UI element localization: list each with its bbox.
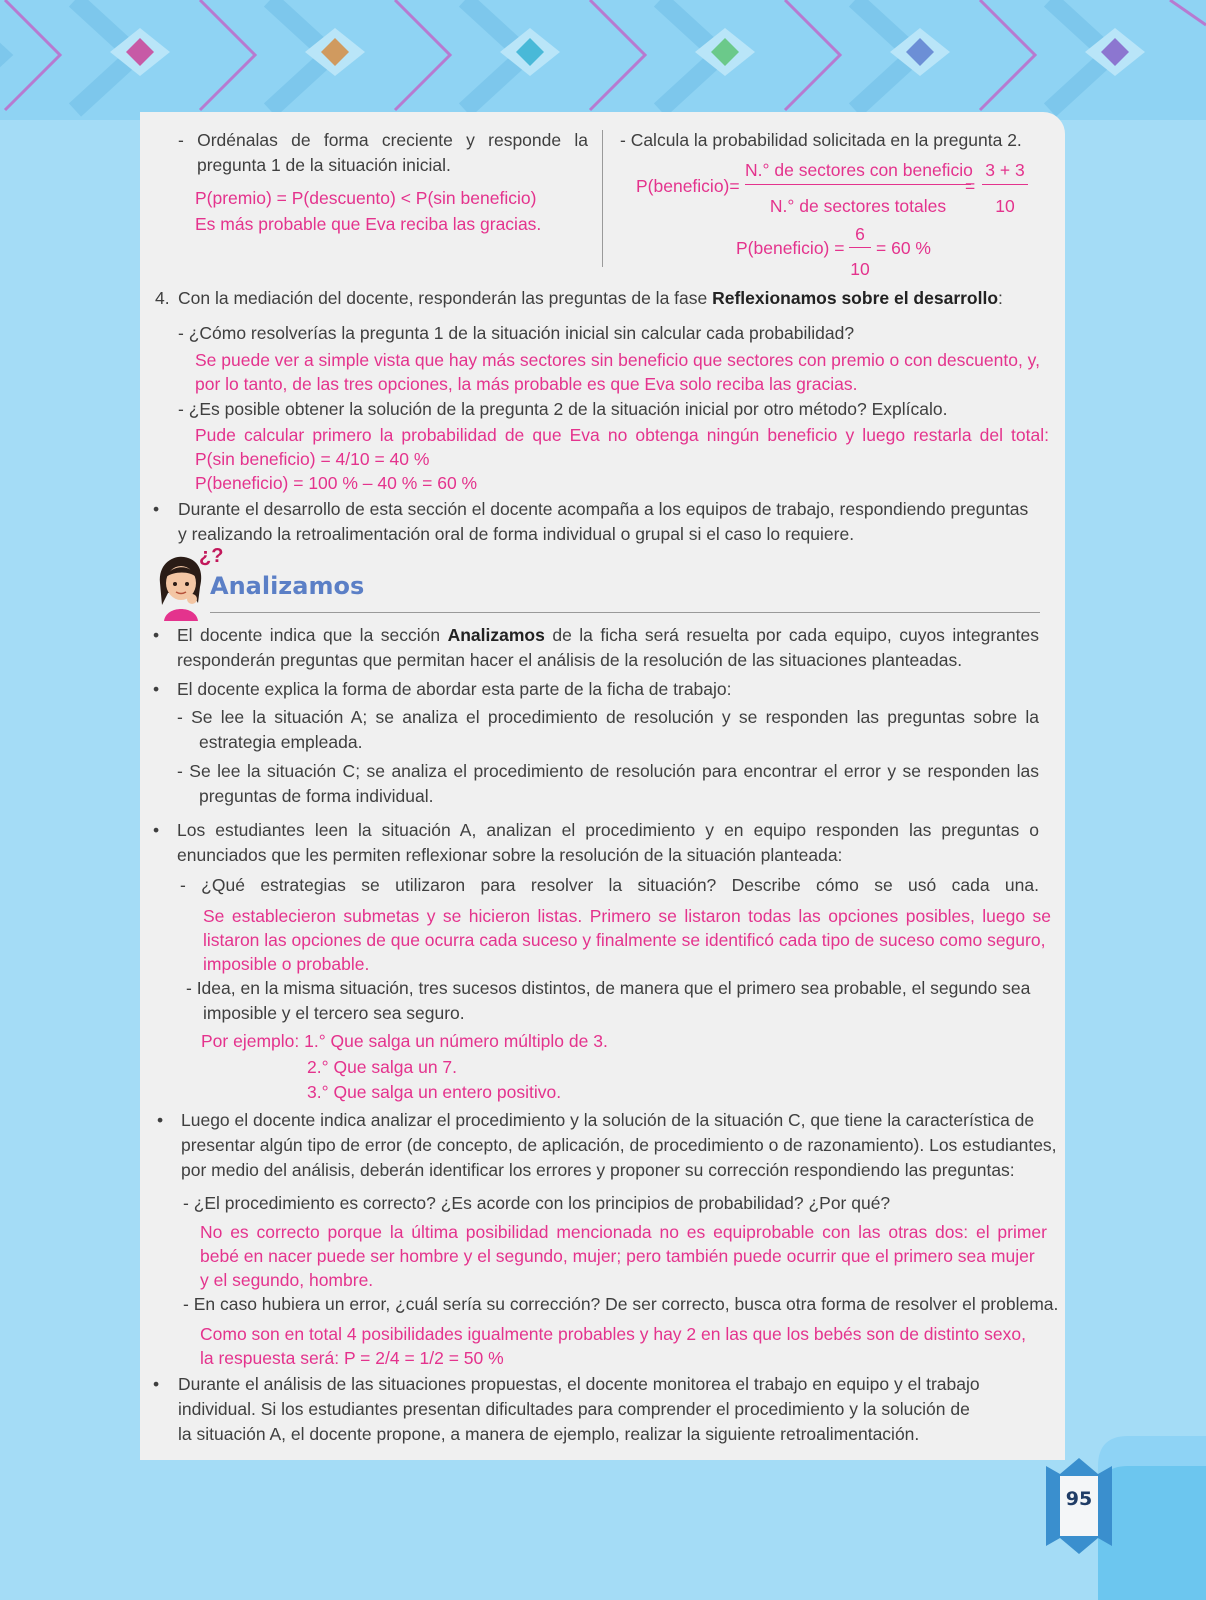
- right-col-line1: - Calcula la probabilidad solicitada en la pregunta 2.: [620, 130, 1022, 150]
- b5-line2: individual. Si los estudiantes presentan dificultades para comprender el procedimiento y la solución de: [178, 1399, 970, 1419]
- bullet: •: [153, 679, 160, 699]
- bullet-dev-line1: Durante el desarrollo de esta sección el docente acompaña a los equipos de trabajo, respondiendo preguntas: [178, 499, 1029, 519]
- b3-answer1-line1: Se establecieron submetas y se hicieron listas. Primero se listaron todas las opciones posibles, luego se: [203, 906, 1051, 926]
- b4-answer1-line1: No es correcto porque la última posibilidad mencionada no es equiprobable con las otras dos: el primer: [200, 1222, 1047, 1242]
- item4-question1: - ¿Cómo resolverías la pregunta 1 de la situación inicial sin calcular cada probabilidad?: [178, 323, 855, 343]
- formula-equals: =: [965, 176, 976, 196]
- item4-answer1-line1: Se puede ver a simple vista que hay más sectores sin beneficio que sectores con premio o con descuento, y,: [195, 350, 1040, 370]
- b4-answer2-line2: la respuesta será: P = 2/4 = 1/2 = 50 %: [200, 1348, 504, 1368]
- b3-question2-line2: imposible y el tercero sea seguro.: [203, 1003, 465, 1023]
- b3-line1: Los estudiantes leen la situación A, analizan el procedimiento y en equipo responden las preguntas o: [177, 820, 1039, 840]
- b2-sub1-line1: - Se lee la situación A; se analiza el procedimiento de resolución y se responden las preguntas sobre la: [177, 707, 1039, 727]
- b3-question1: - ¿Qué estrategias se utilizaron para resolver la situación? Describe cómo se usó cada una.: [180, 875, 1039, 895]
- item4-question2: - ¿Es posible obtener la solución de la pregunta 2 de la situación inicial por otro método? Explícalo.: [178, 399, 948, 419]
- bullet: •: [153, 1374, 160, 1394]
- b4-question2: - En caso hubiera un error, ¿cuál sería su corrección? De ser correcto, busca otra forma de resolver el problema.: [183, 1294, 1059, 1314]
- formula-numerator: N.° de sectores con beneficio: [745, 160, 973, 180]
- bullet-dev-line2: y realizando la retroalimentación oral de forma individual o grupal si el caso lo requiere.: [178, 524, 855, 544]
- heading-rule: [210, 612, 1040, 613]
- b4-question1: - ¿El procedimiento es correcto? ¿Es acorde con los principios de probabilidad? ¿Por qué?: [183, 1193, 891, 1213]
- fraction-bar-3: [849, 247, 871, 248]
- b3-answer1-line3: imposible o probable.: [203, 954, 370, 974]
- b4-answer2-line1: Como son en total 4 posibilidades igualmente probables y hay 2 en las que los bebés son de distinto sexo,: [200, 1324, 1026, 1344]
- b3-question2-line1: - Idea, en la misma situación, tres sucesos distintos, de manera que el primero sea probable, el segundo sea: [186, 978, 1031, 998]
- b3-line2: enunciados que les permiten reflexionar sobre la resolución de la situación planteada:: [177, 845, 843, 865]
- section-heading: Analizamos: [210, 572, 365, 600]
- formula-denominator-2: 10: [995, 196, 1015, 216]
- item4-answer2-line2: P(sin beneficio) = 4/10 = 40 %: [195, 449, 430, 469]
- b3-answer1-line2: listaron las opciones de que ocurra cada suceso y finalmente se identificó cada tipo de suceso como seguro,: [203, 930, 1046, 950]
- bullet: •: [157, 1110, 164, 1130]
- b4-answer1-line2: bebé en nacer puede ser hombre y el segundo, mujer; pero también puede ocurrir que el primero sea mujer: [200, 1246, 1035, 1266]
- bullet: •: [153, 820, 160, 840]
- b4-line3: por medio del análisis, deberán identificar los errores y proponer su corrección respondiendo las preguntas:: [181, 1160, 1015, 1180]
- b2-sub2-line2: preguntas de forma individual.: [199, 786, 434, 806]
- b2-sub2-line1: - Se lee la situación C; se analiza el procedimiento de resolución para encontrar el error y se responden las: [177, 761, 1039, 781]
- b2-sub1-line2: estrategia empleada.: [199, 732, 363, 752]
- formula-numerator-2: 3 + 3: [985, 160, 1025, 180]
- b2-line1: El docente explica la forma de abordar esta parte de la ficha de trabajo:: [177, 679, 732, 699]
- item4-text: Con la mediación del docente, responderán las preguntas de la fase Reflexionamos sobre el desarrollo:: [178, 288, 1003, 308]
- b3-answer2-line3: 3.° Que salga un entero positivo.: [307, 1082, 562, 1102]
- b3-answer2-line2: 2.° Que salga un 7.: [307, 1057, 458, 1077]
- page-number: 95: [1065, 1488, 1093, 1510]
- formula2-lhs: P(beneficio) =: [736, 238, 845, 258]
- fraction-bar: [745, 184, 971, 185]
- b4-line1: Luego el docente indica analizar el procedimiento y la solución de la situación C, que tiene la característica de: [181, 1110, 1035, 1130]
- b3-answer2-line1: Por ejemplo: 1.° Que salga un número múltiplo de 3.: [201, 1031, 608, 1051]
- b1-line2: responderán preguntas que permitan hacer el análisis de la resolución de las situaciones planteadas.: [177, 650, 963, 670]
- formula2-result: = 60 %: [876, 238, 931, 258]
- formula2-denominator: 10: [850, 259, 870, 279]
- fraction-bar-2: [982, 184, 1028, 185]
- b5-line3: la situación A, el docente propone, a manera de ejemplo, realizar la siguiente retroalimentación.: [178, 1424, 920, 1444]
- b5-line1: Durante el análisis de las situaciones propuestas, el docente monitorea el trabajo en equipo y el trabajo: [178, 1374, 980, 1394]
- b4-line2: presentar algún tipo de error (de concepto, de aplicación, de procedimiento o de razonamiento). Los estudiantes,: [181, 1135, 1057, 1155]
- item4-number: 4.: [155, 288, 170, 308]
- formula2-numerator: 6: [855, 224, 865, 244]
- formula-denominator: N.° de sectores totales: [769, 196, 947, 216]
- column-divider: [602, 130, 603, 267]
- left-col-line2: pregunta 1 de la situación inicial.: [197, 155, 451, 175]
- left-col-answer1: P(premio) = P(descuento) < P(sin beneficio): [195, 188, 537, 208]
- question-marks: ¿?: [199, 545, 224, 567]
- decorative-banner: [0, 0, 1206, 120]
- formula-lhs: P(beneficio)=: [636, 176, 740, 196]
- item4-answer1-line2: por lo tanto, de las tres opciones, la más probable es que Eva solo reciba las gracias.: [195, 374, 858, 394]
- b1-line1: El docente indica que la sección Analizamos de la ficha será resuelta por cada equipo, cuyos integrantes: [177, 625, 1039, 645]
- bullet: •: [153, 625, 160, 645]
- item4-answer2-line1: Pude calcular primero la probabilidad de que Eva no obtenga ningún beneficio y luego restarla del total:: [195, 425, 1049, 445]
- left-col-answer2: Es más probable que Eva reciba las gracias.: [195, 214, 542, 234]
- bullet: •: [153, 499, 160, 519]
- b4-answer1-line3: y el segundo, hombre.: [200, 1270, 374, 1290]
- item4-answer2-line3: P(beneficio) = 100 % – 40 % = 60 %: [195, 473, 478, 493]
- left-col-line1: - Ordénalas de forma creciente y responde la: [178, 130, 588, 150]
